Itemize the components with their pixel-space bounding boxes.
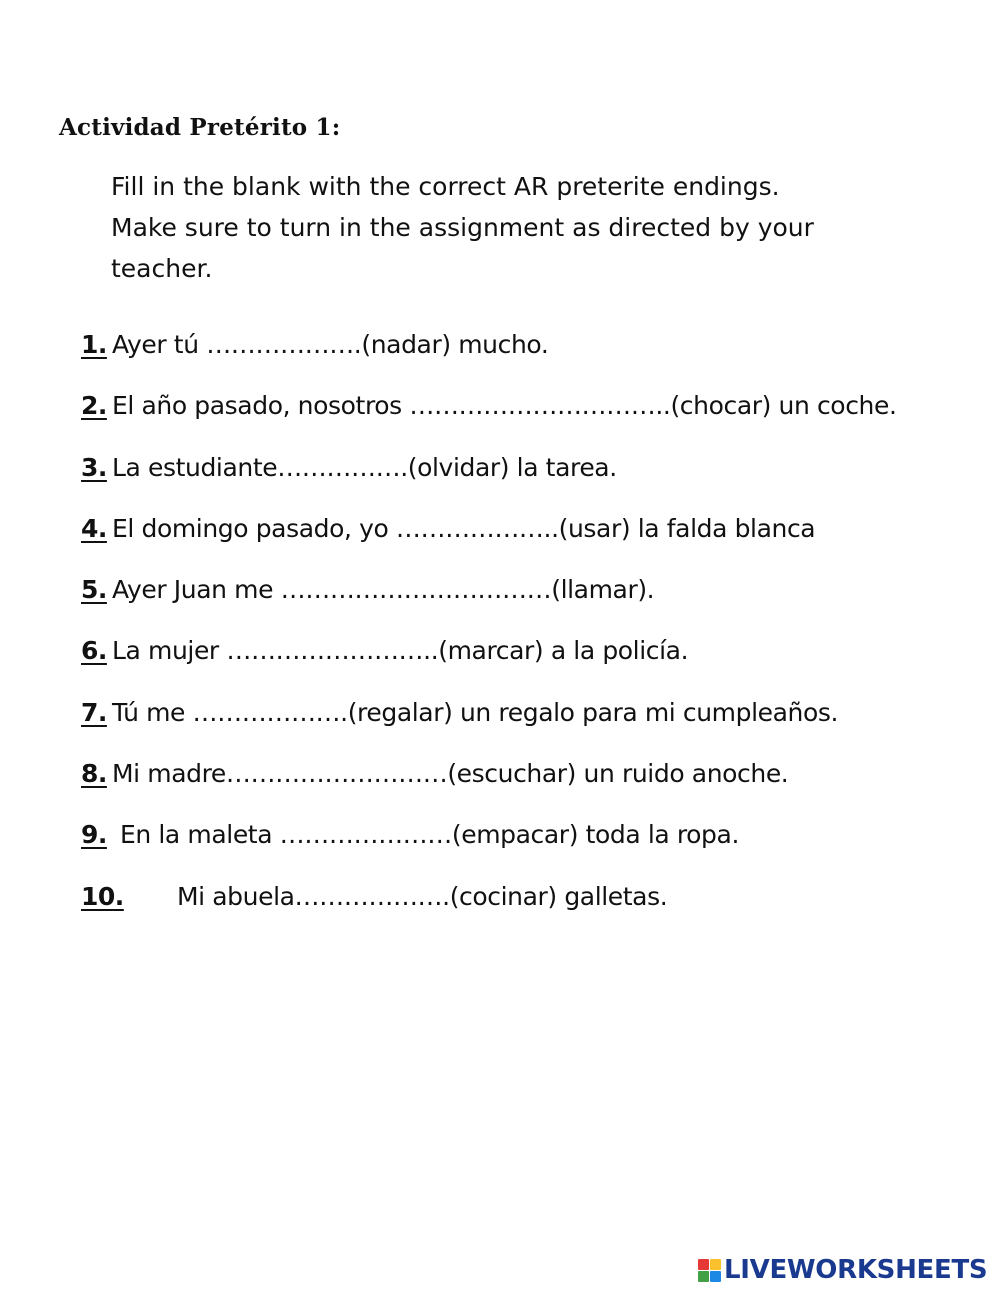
exercise-item xyxy=(81,575,981,636)
exercise-list xyxy=(81,330,981,943)
item-sentence: Ayer tú ……………….(nadar) mucho. xyxy=(112,330,549,359)
logo-text: LIVEWORKSHEETS xyxy=(724,1255,988,1285)
exercise-item xyxy=(81,514,981,575)
item-sentence: Tú me ……………….(regalar) un regalo para mi cumpleaños. xyxy=(112,697,839,727)
item-number: 8. xyxy=(81,759,107,789)
exercise-item xyxy=(81,698,981,759)
item-sentence: Mi abuela……………….(cocinar) galletas. xyxy=(177,881,668,911)
exercise-item xyxy=(81,882,981,943)
item-number: 6. xyxy=(81,636,107,666)
item-number: 9. xyxy=(81,820,107,850)
instruction-line: Fill in the blank with the correct AR preterite endings. xyxy=(111,172,780,201)
liveworksheets-logo xyxy=(698,1255,987,1285)
instructions xyxy=(111,166,911,289)
logo-block xyxy=(710,1271,721,1282)
item-sentence: La mujer ……………………..(marcar) a la policía. xyxy=(112,636,689,666)
item-number: 3. xyxy=(81,452,107,482)
instruction-line: teacher. xyxy=(111,254,213,283)
instruction-line: Make sure to turn in the assignment as directed by your xyxy=(111,213,814,242)
item-number: 7. xyxy=(81,697,107,727)
logo-blocks-icon xyxy=(698,1259,721,1282)
item-sentence: El año pasado, nosotros …………………………..(chocar) un coche. xyxy=(112,391,897,421)
logo-block xyxy=(698,1259,709,1270)
exercise-item xyxy=(81,759,981,820)
exercise-item xyxy=(81,453,981,514)
exercise-item xyxy=(81,330,981,391)
exercise-item xyxy=(81,820,981,881)
logo-block xyxy=(710,1259,721,1270)
item-number: 4. xyxy=(81,513,107,543)
exercise-item xyxy=(81,636,981,697)
item-number: 1. xyxy=(81,330,107,359)
item-sentence: Ayer Juan me ……………………………(llamar). xyxy=(112,575,655,605)
exercise-item xyxy=(81,391,981,452)
item-sentence: El domingo pasado, yo ………………..(usar) la falda blanca xyxy=(112,513,816,543)
item-number: 5. xyxy=(81,575,107,605)
item-sentence: Mi madre………………………(escuchar) un ruido anoche. xyxy=(112,759,789,789)
worksheet-title: Actividad Pretérito 1: xyxy=(59,114,341,141)
logo-block xyxy=(698,1271,709,1282)
item-number: 2. xyxy=(81,391,107,421)
item-sentence: La estudiante…………….(olvidar) la tarea. xyxy=(112,452,617,482)
item-sentence: En la maleta …………………(empacar) toda la ropa. xyxy=(120,820,739,850)
item-number: 10. xyxy=(81,881,124,911)
